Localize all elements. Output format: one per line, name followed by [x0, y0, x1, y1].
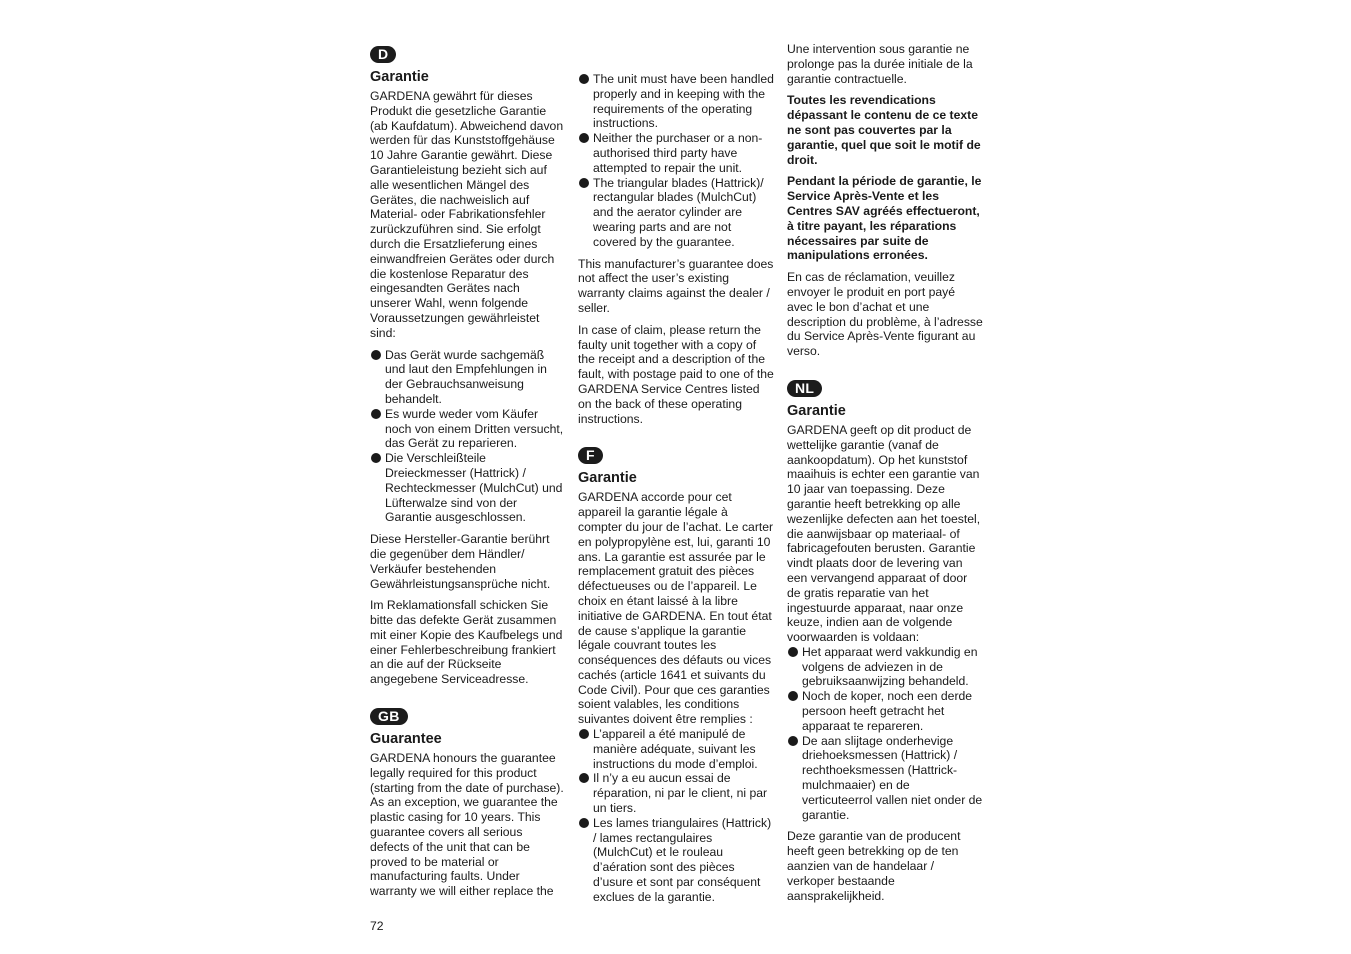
language-badge-gb: GB [370, 708, 408, 725]
d-paragraph-2: Diese Hersteller-Garantie berührt die gegenüber dem Händler/ Verkäufer bestehenden Gewährleistungsansprüche nicht. [370, 532, 551, 591]
list-item: Les lames triangulaires (Hattrick) / lames rectangulaires (MulchCut) et le rouleau d’aération sont des pièces d’usure et sont par conséquent exclues de la garantie. [578, 816, 774, 905]
nl-paragraph-2: Deze garantie van de producent heeft geen betrekking op de ten aanzien van de handelaar / verkoper bestaande aansprakelijkheid. [787, 829, 961, 903]
gb-paragraph-2: This manufacturer’s guarantee does not affect the user’s existing warranty claims against the dealer / seller. [578, 256, 774, 315]
list-item: Il n’y a eu aucun essai de réparation, ni par le client, ni par un tiers. [578, 771, 774, 815]
f-paragraph-3: Toutes les revendications dépassant le contenu de ce texte ne sont pas couvertes par la garantie, quel que soit le motif de droit. [787, 93, 981, 167]
list-item: The triangular blades (Hattrick)/ rectangular blades (MulchCut) and the aerator cylinder are wearing parts and are not covered by the guarantee. [578, 176, 774, 250]
gb-intro: GARDENA honours the guarantee legally required for this product (starting from the date of purchase). As an exception, we guarantee the plastic casing for 10 years. This guarantee covers all serious defects of the unit that can be proved to be material or manufacturing faults. Under warranty we will either replace the [370, 751, 564, 899]
column-2 [578, 42, 774, 912]
list-item: De aan slijtage onderhevige driehoeksmessen (Hattrick) / rechthoeksmessen (Hattrick-mulchmaaier) en de verticuteerrol vallen niet onder de garantie. [787, 734, 983, 823]
page-number: 72 [370, 919, 384, 933]
nl-conditions-list [787, 645, 983, 823]
list-item: Das Gerät wurde sachgemäß und laut den Empfehlungen in der Gebrauchsanweisung behandelt. [370, 348, 564, 407]
list-item: Noch de koper, noch een derde persoon heeft getracht het apparaat te repareren. [787, 689, 983, 733]
list-item: L’appareil a été manipulé de manière adéquate, suivant les instructions du mode d’emploi. [578, 727, 774, 771]
section-title-gb: Guarantee [370, 731, 442, 748]
language-badge-d: D [370, 46, 396, 63]
f-paragraph-4: Pendant la période de garantie, le Service Après-Vente et les Centres SAV agréés effectueront, à titre payant, les réparations nécessaires par suite de manipulations erronées. [787, 174, 982, 263]
d-intro: GARDENA gewährt für dieses Produkt die gesetzliche Garantie (ab Kaufdatum). Abweichend davon werden für das Kunststoffgehäuse 10 Jahre Garantie gewährt. Diese Garantieleistung bezieht sich auf alle wesentlichen Mängel des Gerätes, die nachweislich auf Material- oder Fabrikationsfehler zurückzuführen sind. Sie erfolgt durch die Ersatzlieferung eines einwandfreien Gerätes oder durch die kostenlose Reparatur des eingesandten Gerätes nach unserer Wahl, wenn folgende Voraussetzungen gewährleistet sind: [370, 89, 564, 340]
gb-conditions-list [578, 72, 774, 250]
list-item: Die Verschleißteile Dreieckmesser (Hattrick) / Rechteckmesser (MulchCut) und Lüfterwalze sind von der Garantie ausgeschlossen. [370, 451, 564, 525]
d-conditions-list [370, 348, 564, 526]
list-item: Neither the purchaser or a non-authorised third party have attempted to repair the unit. [578, 131, 774, 175]
f-conditions-list [578, 727, 774, 905]
nl-intro: GARDENA geeft op dit product de wettelijke garantie (vanaf de aankoopdatum). Op het kunststof maaihuis is echter een garantie van 10 jaar van toepassing. Deze garantie heeft betrekking op alle wezenlijke defecten aan het toestel, die aanwijsbaar op materiaal- of fabricagefouten berusten. Garantie vindt plaats door de levering van een vervangend apparaat of door de gratis reparatie van het ingestuurde apparaat, naar onze keuze, indien aan de volgende voorwaarden is voldaan: [787, 422, 981, 645]
list-item: Es wurde weder vom Käufer noch von einem Dritten versucht, das Gerät zu reparieren. [370, 407, 564, 451]
f-intro: GARDENA accorde pour cet appareil la garantie légale à compter du jour de l’achat. Le carter en polypropylène est, lui, garanti 10 ans. La garantie est assurée par le remplacement gratuit des pièces défectueuses ou de l’appareil. Le choix en étant laissé à la libre initiative de GARDENA. En tout état de cause s’applique la garantie légale couvrant toutes les conséquences des défauts ou vices cachés (article 1641 et suivants du Code Civil). Pour que ces garanties soient valables, les conditions suivantes doivent être remplies : [578, 490, 774, 727]
column-3 [787, 42, 983, 910]
section-title-d: Garantie [370, 69, 429, 85]
column-1 [370, 42, 564, 899]
f-paragraph-5: En cas de réclamation, veuillez envoyer le produit en port payé avec le bon d’achat et une description du problème, à l’adresse du Service Après-Vente figurant au verso. [787, 270, 983, 359]
section-title-nl: Garantie [787, 402, 846, 419]
list-item: Het apparaat werd vakkundig en volgens de adviezen in de gebruiksaanwijzing behandeld. [787, 645, 983, 689]
section-title-f: Garantie [578, 470, 637, 487]
language-badge-nl: NL [787, 380, 822, 397]
d-paragraph-3: Im Reklamationsfall schicken Sie bitte das defekte Gerät zusammen mit einer Kopie des Kaufbelegs und einer Fehlerbeschreibung frankiert an die auf der Rückseite angegebene Serviceadresse. [370, 598, 563, 687]
language-badge-f: F [578, 447, 603, 464]
gb-paragraph-3: In case of claim, please return the faulty unit together with a copy of the receipt and a description of the fault, with postage paid to one of the GARDENA Service Centres listed on the back of these operating instructions. [578, 322, 774, 426]
f-paragraph-2: Une intervention sous garantie ne prolonge pas la durée initiale de la garantie contractuelle. [787, 42, 973, 86]
list-item: The unit must have been handled properly and in keeping with the requirements of the operating instructions. [578, 72, 774, 131]
